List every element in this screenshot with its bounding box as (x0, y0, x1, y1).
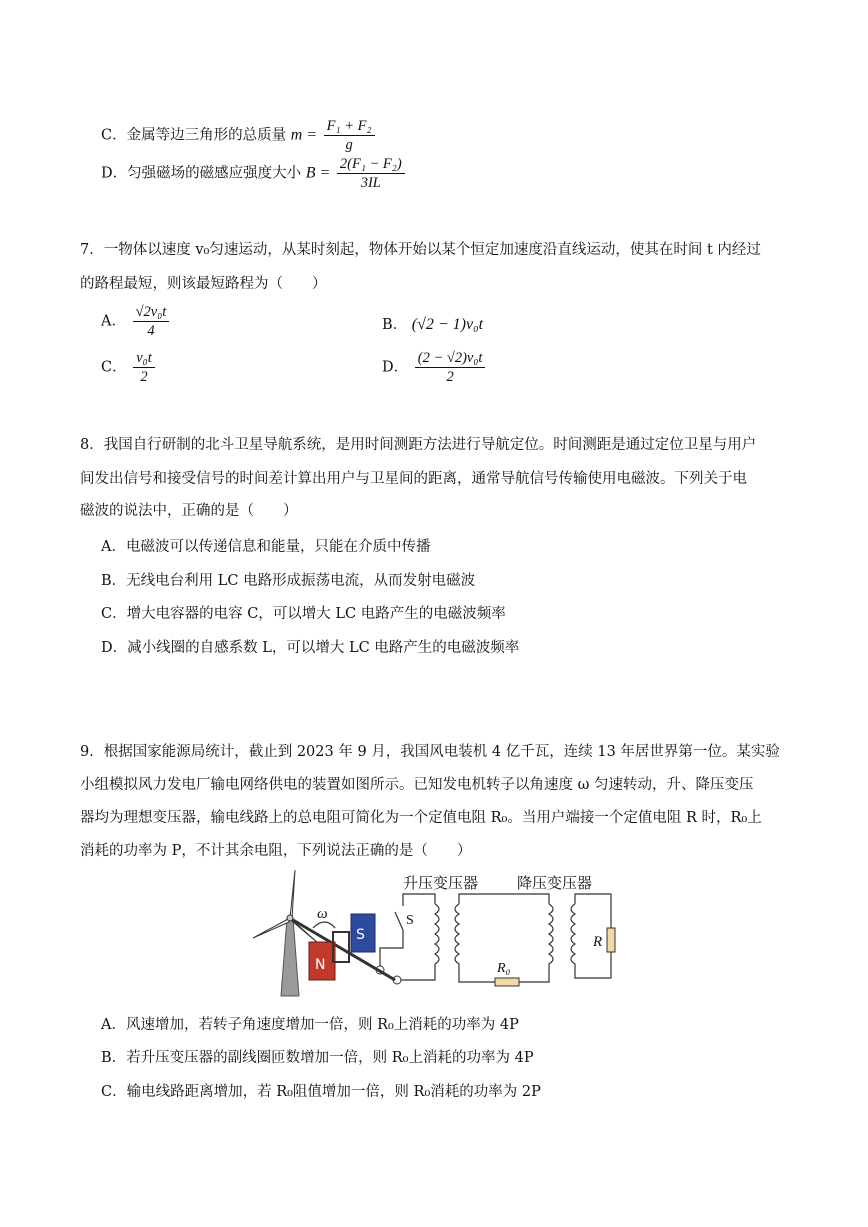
q6-option-d-text: D．匀强磁场的磁感应强度大小 (101, 165, 302, 182)
q7-option-c-numerator: v₀t (133, 349, 155, 368)
q6-option-d-lhs: B = (305, 164, 331, 182)
q6-option-d-denominator: 3IL (360, 175, 381, 191)
q7-option-d-numerator: (2 − √2)v₀t (415, 349, 486, 368)
turbine-blade-left (253, 918, 290, 938)
q6-option-c-numerator: F₁ + F₂ (324, 117, 375, 136)
q6-option-c-text: C．金属等边三角形的总质量 (101, 127, 287, 144)
q7-option-b-label: B． (382, 317, 408, 333)
q9-stem-line2: 小组模拟风力发电厂输电网络供电的装置如图所示。已知发电机转子以角速度 ω 匀速转动，升、降压变压 (80, 777, 754, 793)
q8-option-b: B．无线电台利用 LC 电路形成振荡电流，从而发射电磁波 (101, 573, 476, 589)
turbine-tower (281, 918, 299, 996)
q7-option-a-numerator: √2v₀t (133, 303, 170, 322)
q8-option-d: D．减小线圈的自感系数 L，可以增大 LC 电路产生的电磁波频率 (101, 640, 520, 656)
q9-stem-line1: 9．根据国家能源局统计，截止到 2023 年 9 月，我国风电装机 4 亿千瓦，连续 13 年居世界第一位。某实验 (80, 744, 780, 760)
step-down-secondary-coil (571, 904, 575, 966)
q9-power-transmission-figure (245, 868, 635, 1000)
q7-option-a-denominator: 4 (147, 323, 155, 339)
switch-lever[interactable] (395, 912, 403, 930)
q7-option-d (382, 349, 487, 386)
q6-option-d-fraction (337, 155, 405, 192)
q7-option-d-denominator: 2 (446, 369, 454, 385)
turbine-blade-up (290, 870, 295, 918)
resistor-r0 (495, 978, 519, 986)
turbine-hub (287, 915, 293, 921)
switch-label: S (406, 913, 414, 928)
magnet-s-label: S (356, 927, 365, 943)
step-down-primary-coil (549, 904, 553, 966)
r0-label: R₀ (497, 961, 511, 976)
q8-stem-line2: 间发出信号和接受信号的时间差计算出用户与卫星间的距离，通常导航信号传输使用电磁波。下列关于电 (80, 471, 747, 487)
step-down-transformer-label: 降压变压器 (517, 874, 593, 892)
q7-option-c-denominator: 2 (140, 369, 148, 385)
wire-gen-top (380, 930, 403, 966)
transmission-line-bottom-left (459, 966, 495, 982)
q9-stem-line4: 消耗的功率为 P，不计其余电阻，下列说法正确的是（ ） (80, 843, 472, 859)
q6-option-c-fraction (324, 117, 375, 154)
load-wire-top (575, 894, 611, 928)
q7-option-a-label: A． (101, 313, 126, 330)
q7-option-d-fraction (415, 349, 486, 386)
q7-option-b-expression: (√2 − 1)v₀t (411, 316, 484, 333)
q7-option-c (101, 349, 157, 386)
q6-option-c-denominator: g (345, 137, 353, 153)
step-up-secondary-coil (455, 904, 459, 966)
q8-stem-line1: 8．我国自行研制的北斗卫星导航系统，是用时间测距方法进行导航定位。时间测距是通过定位卫星与用户 (80, 437, 757, 453)
magnet-n-label: N (315, 957, 326, 973)
q8-option-a: A．电磁波可以传递信息和能量，只能在介质中传播 (101, 539, 431, 555)
step-up-transformer-label: 升压变压器 (403, 874, 479, 892)
q9-option-a: A．风速增加，若转子角速度增加一倍，则 R₀上消耗的功率为 4P (101, 1017, 519, 1033)
q7-option-c-label: C． (101, 359, 127, 376)
wire-switch-top (403, 894, 435, 906)
q8-option-c: C．增大电容器的电容 C，可以增大 LC 电路产生的电磁波频率 (101, 606, 506, 622)
transmission-line-bottom-right (519, 966, 549, 982)
q9-option-c: C．输电线路距离增加，若 R₀阻值增加一倍，则 R₀消耗的功率为 2P (101, 1084, 541, 1100)
q9-option-b: B．若升压变压器的副线圈匝数增加一倍，则 R₀上消耗的功率为 4P (101, 1050, 534, 1066)
step-up-primary-coil (435, 904, 439, 966)
q6-option-c (101, 117, 377, 154)
load-wire-bottom (575, 952, 611, 978)
q7-stem-line2: 的路程最短，则该最短路程为（ ） (80, 276, 327, 292)
omega-label: ω (317, 906, 328, 922)
q7-stem-line1: 7．一物体以速度 v₀匀速运动，从某时刻起，物体开始以某个恒定加速度沿直线运动，使其在时间 t 内经过 (80, 242, 761, 258)
wire-gen-bottom (401, 966, 435, 980)
q9-stem-line3: 器均为理想变压器，输电线路上的总电阻可简化为一个定值电阻 R₀。当用户端接一个定值电阻 R 时，R₀上 (80, 810, 762, 826)
resistor-r (607, 928, 615, 952)
q6-option-d (101, 155, 407, 192)
rotation-arrow (313, 922, 335, 928)
q7-option-b (382, 313, 483, 334)
r-label: R (593, 934, 603, 950)
q7-option-d-label: D． (382, 359, 409, 376)
q6-option-c-lhs: m = (290, 126, 318, 144)
q6-option-d-numerator: 2(F₁ − F₂) (337, 155, 405, 174)
q7-option-a (101, 303, 171, 340)
q8-stem-line3: 磁波的说法中，正确的是（ ） (80, 503, 298, 519)
q7-option-c-fraction (133, 349, 155, 386)
transmission-line-top (459, 894, 549, 904)
q7-option-a-fraction (133, 303, 170, 340)
